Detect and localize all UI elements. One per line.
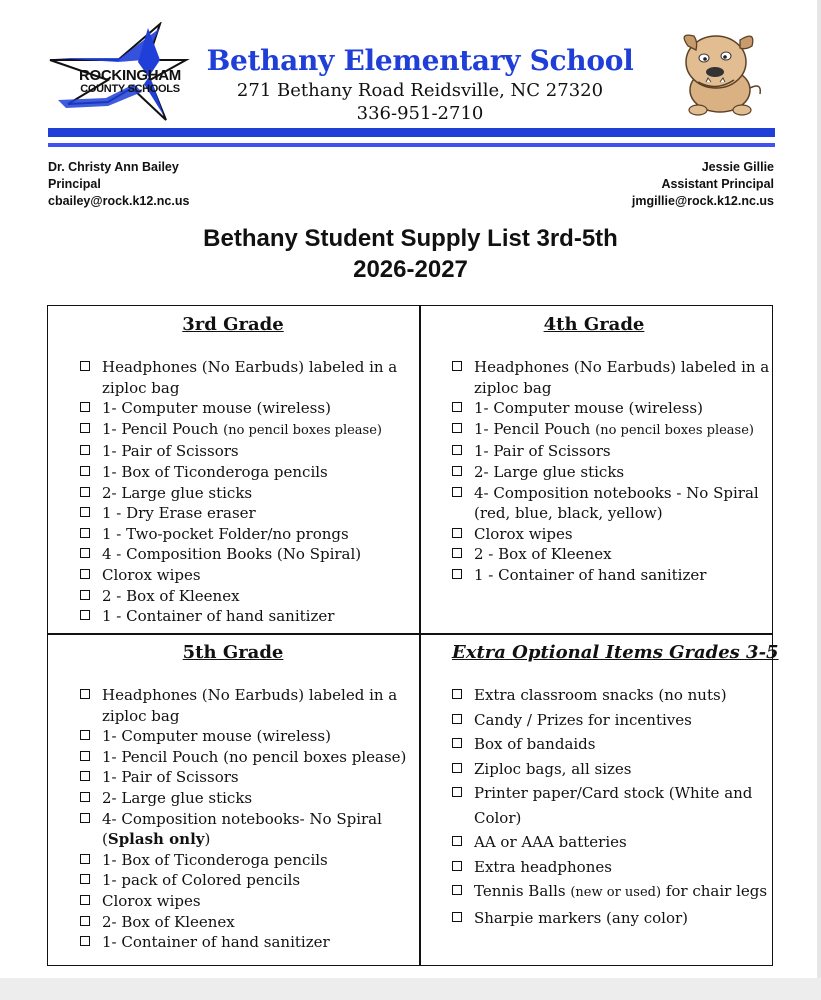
- checkbox[interactable]: [80, 569, 90, 579]
- list-item: Printer paper/Card stock (White and Color): [452, 781, 772, 830]
- grade-5-list: [80, 685, 410, 953]
- list-item: Sharpie markers (any color): [452, 906, 772, 931]
- list-item: 1- Computer mouse (wireless): [80, 398, 410, 419]
- school-year: 2026-2027: [353, 256, 468, 283]
- list-item: 1- pack of Colored pencils: [80, 870, 410, 891]
- list-item: 1- Pencil Pouch (no pencil boxes please): [80, 747, 410, 768]
- checkbox[interactable]: [80, 610, 90, 620]
- grade-3-list: [80, 357, 410, 627]
- list-item: Headphones (No Earbuds) labeled in a ziploc bag: [80, 685, 410, 726]
- list-item: Extra classroom snacks (no nuts): [452, 683, 772, 708]
- checkbox[interactable]: [452, 689, 462, 699]
- grade-3-heading: 3rd Grade: [182, 314, 284, 335]
- assistant-principal-email: jmgillie@rock.k12.nc.us: [631, 194, 774, 208]
- list-item: Ziploc bags, all sizes: [452, 757, 772, 782]
- list-item: 1- Pencil Pouch (no pencil boxes please): [452, 419, 772, 442]
- school-phone: 336-951-2710: [356, 103, 484, 124]
- page-edge: [817, 0, 821, 1000]
- header-rule-thin: [48, 143, 775, 147]
- pencil-box-note: (no pencil boxes please): [595, 422, 754, 438]
- table-divider-horizontal: [47, 633, 773, 635]
- list-item: 1 - Dry Erase eraser: [80, 503, 410, 524]
- grade-5-cell: [80, 642, 410, 953]
- splash-note: Splash only: [107, 830, 205, 849]
- checkbox[interactable]: [80, 874, 90, 884]
- list-item: 2- Large glue sticks: [452, 462, 772, 483]
- grade-4-list: [452, 357, 772, 586]
- logo-line-1: ROCKINGHAM: [79, 67, 181, 84]
- checkbox[interactable]: [452, 714, 462, 724]
- list-item: 1- Pair of Scissors: [80, 767, 410, 788]
- list-item: 1- Container of hand sanitizer: [80, 932, 410, 953]
- checkbox[interactable]: [452, 487, 462, 497]
- checkbox[interactable]: [452, 763, 462, 773]
- checkbox[interactable]: [80, 423, 90, 433]
- assistant-principal-name: Jessie Gillie: [701, 160, 774, 174]
- list-item: 1- Box of Ticonderoga pencils: [80, 850, 410, 871]
- checkbox[interactable]: [452, 361, 462, 371]
- list-item: Tennis Balls (new or used) for chair legs: [452, 879, 772, 906]
- checkbox[interactable]: [80, 445, 90, 455]
- list-item: 1- Box of Ticonderoga pencils: [80, 462, 410, 483]
- checkbox[interactable]: [452, 548, 462, 558]
- assistant-principal-role: Assistant Principal: [661, 177, 774, 191]
- list-item: 4- Composition notebooks- No Spiral (Splash only): [80, 809, 410, 850]
- checkbox[interactable]: [80, 487, 90, 497]
- header-rule-thick: [48, 128, 775, 137]
- list-item: 2- Large glue sticks: [80, 788, 410, 809]
- assistant-principal-info: [632, 159, 774, 210]
- principal-name: Dr. Christy Ann Bailey: [48, 160, 179, 174]
- checkbox[interactable]: [80, 466, 90, 476]
- list-item: 1- Pair of Scissors: [80, 441, 410, 462]
- principal-email: cbailey@rock.k12.nc.us: [48, 194, 190, 208]
- checkbox[interactable]: [452, 466, 462, 476]
- tennis-ball-note: (new or used): [570, 885, 662, 900]
- logo-line-2: COUNTY SCHOOLS: [80, 83, 180, 95]
- checkbox[interactable]: [80, 936, 90, 946]
- checkbox[interactable]: [80, 689, 90, 699]
- checkbox[interactable]: [452, 912, 462, 922]
- checkbox[interactable]: [80, 916, 90, 926]
- checkbox[interactable]: [452, 569, 462, 579]
- checkbox[interactable]: [452, 787, 462, 797]
- logo-wordmark: [70, 68, 190, 95]
- list-item: 1 - Container of hand sanitizer: [80, 606, 410, 627]
- page-bottom-margin: [0, 978, 821, 1000]
- table-divider-vertical: [419, 305, 421, 966]
- checkbox[interactable]: [80, 361, 90, 371]
- list-item: 1 - Two-pocket Folder/no prongs: [80, 524, 410, 545]
- list-item: 2 - Box of Kleenex: [80, 586, 410, 607]
- list-item: 2 - Box of Kleenex: [452, 544, 772, 565]
- school-address: 271 Bethany Road Reidsville, NC 27320: [236, 80, 604, 101]
- checkbox[interactable]: [80, 813, 90, 823]
- pencil-box-note: (no pencil boxes please): [223, 422, 382, 438]
- checkbox[interactable]: [80, 751, 90, 761]
- list-item: Box of bandaids: [452, 732, 772, 757]
- principal-info: [48, 159, 189, 210]
- list-item: 4 - Composition Books (No Spiral): [80, 544, 410, 565]
- checkbox[interactable]: [80, 854, 90, 864]
- list-item: Headphones (No Earbuds) labeled in a ziploc bag: [452, 357, 772, 398]
- checkbox[interactable]: [80, 402, 90, 412]
- grade-5-heading: 5th Grade: [182, 642, 284, 663]
- grade-4-cell: [452, 314, 772, 586]
- list-item: 2- Box of Kleenex: [80, 912, 410, 933]
- principal-role: Principal: [48, 177, 101, 191]
- checkbox[interactable]: [80, 771, 90, 781]
- checkbox[interactable]: [452, 528, 462, 538]
- checkbox[interactable]: [80, 548, 90, 558]
- extra-items-cell: [452, 642, 779, 930]
- school-name: Bethany Elementary School: [206, 44, 634, 77]
- list-item: 1- Computer mouse (wireless): [80, 726, 410, 747]
- checkbox[interactable]: [452, 836, 462, 846]
- checkbox[interactable]: [452, 423, 462, 433]
- checkbox[interactable]: [452, 402, 462, 412]
- checkbox[interactable]: [80, 528, 90, 538]
- list-item: Extra headphones: [452, 855, 772, 880]
- checkbox[interactable]: [80, 792, 90, 802]
- list-item: 4- Composition notebooks - No Spiral (red, blue, black, yellow): [452, 483, 772, 524]
- list-item: 1- Computer mouse (wireless): [452, 398, 772, 419]
- list-item: Clorox wipes: [452, 524, 772, 545]
- checkbox[interactable]: [80, 895, 90, 905]
- list-item: 1- Pair of Scissors: [452, 441, 772, 462]
- checkbox[interactable]: [452, 738, 462, 748]
- checkbox[interactable]: [80, 507, 90, 517]
- list-item: 1- Pencil Pouch (no pencil boxes please): [80, 419, 410, 442]
- checkbox[interactable]: [452, 885, 462, 895]
- grade-4-heading: 4th Grade: [543, 314, 645, 335]
- list-item: AA or AAA batteries: [452, 830, 772, 855]
- extra-items-list: [452, 683, 772, 930]
- list-item: Clorox wipes: [80, 891, 410, 912]
- checkbox[interactable]: [452, 861, 462, 871]
- checkbox[interactable]: [452, 445, 462, 455]
- list-item: Headphones (No Earbuds) labeled in a ziploc bag: [80, 357, 410, 398]
- extra-items-heading: Extra Optional Items Grades 3-5: [452, 642, 779, 663]
- grade-3-cell: [80, 314, 410, 627]
- bulldog-mascot-icon: [668, 22, 768, 122]
- checkbox[interactable]: [80, 730, 90, 740]
- checkbox[interactable]: [80, 590, 90, 600]
- list-item: 2- Large glue sticks: [80, 483, 410, 504]
- list-item: Candy / Prizes for incentives: [452, 708, 772, 733]
- list-item: 1 - Container of hand sanitizer: [452, 565, 772, 586]
- list-item: Clorox wipes: [80, 565, 410, 586]
- district-logo: [48, 22, 198, 122]
- document-title: Bethany Student Supply List 3rd-5th: [203, 225, 618, 252]
